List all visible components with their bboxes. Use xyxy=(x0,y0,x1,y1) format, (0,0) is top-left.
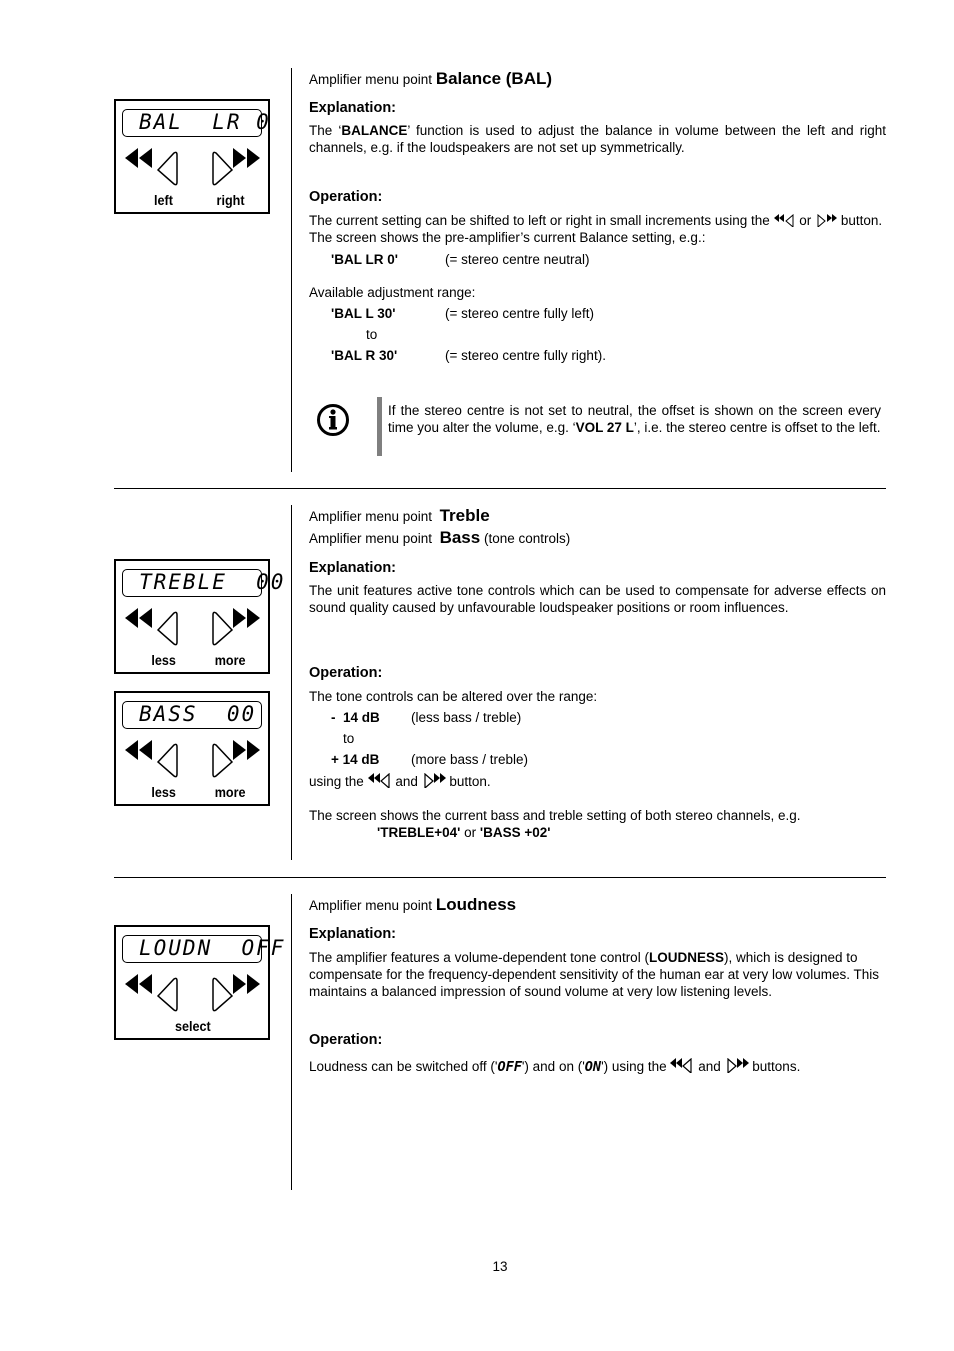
left-right-buttons-icon xyxy=(122,145,262,189)
balance-range-max-desc: (= stereo centre fully right). xyxy=(445,348,606,363)
balance-range-min-desc: (= stereo centre fully left) xyxy=(445,306,594,321)
select-button-label: select xyxy=(174,1018,211,1034)
bass-heading: Amplifier menu point Bass (tone controls) xyxy=(309,528,571,547)
tone-screen-text: The screen shows the current bass and treble setting of both stereo channels, e.g. xyxy=(309,808,801,823)
left-button-label: left xyxy=(154,192,173,208)
tone-min-value: - 14 dB xyxy=(331,710,380,725)
tone-using: using the and button. xyxy=(309,774,491,789)
tone-operation-label: Operation: xyxy=(309,665,383,681)
tone-max-value: + 14 dB xyxy=(331,752,380,767)
select-buttons-icon xyxy=(122,971,262,1015)
rewind-button-icon xyxy=(774,214,796,227)
balance-explanation-label: Explanation: xyxy=(309,100,397,116)
balance-example-desc: (= stereo centre neutral) xyxy=(445,252,590,267)
treble-display-panel xyxy=(114,559,286,674)
balance-lcd: BAL LR 0 xyxy=(122,109,262,137)
loudness-lcd: LOUDN OFF xyxy=(122,935,262,963)
tone-max-desc: (more bass / treble) xyxy=(411,752,529,767)
loudness-operation-label: Operation: xyxy=(309,1032,383,1048)
column-rule-3 xyxy=(291,894,292,1190)
bass-display-panel xyxy=(114,691,270,806)
balance-range-min-code: 'BAL L 30' xyxy=(331,306,396,321)
balance-example-code: 'BAL LR 0' xyxy=(331,252,398,267)
forward-button-icon xyxy=(725,1058,749,1073)
balance-operation: The current setting can be shifted to left or right in small increments using the or button. The screen shows the pre-amplifier’s current Balance setting, e.g.: xyxy=(309,213,883,245)
loudness-display-panel xyxy=(114,925,286,1040)
forward-button-icon xyxy=(422,773,446,788)
section-separator-1 xyxy=(114,488,886,489)
loudness-explanation: The amplifier features a volume-dependent tone control (LOUDNESS), which is designed to compensate for the frequency-dependent sensitivity of the human ear at very low volumes. This maintains a balanced impression of sound volume at very low listening levels. xyxy=(309,950,880,999)
note-bar xyxy=(377,397,382,456)
loudness-heading: Amplifier menu point Loudness xyxy=(309,895,517,914)
more-button-label: more xyxy=(214,652,246,668)
balance-heading: Amplifier menu point Balance (BAL) xyxy=(309,69,553,88)
column-rule-1 xyxy=(291,68,292,472)
page-number: 13 xyxy=(492,1259,508,1274)
balance-note: If the stereo centre is not set to neutral, the offset is shown on the screen every time you alter the volume, e.g. ‘VOL 27 L’, i.e. the stereo centre is offset to the left. xyxy=(388,403,881,435)
tone-explanation: The unit features active tone controls which can be used to compensate for adverse effects on sound quality caused by unfavourable loudspeaker positions or room influences. xyxy=(309,583,886,615)
less-more-buttons-icon xyxy=(122,605,262,649)
balance-range-label: Available adjustment range: xyxy=(309,285,476,300)
bass-lcd: BASS 00 xyxy=(122,701,262,729)
less-button-label: less xyxy=(151,652,176,668)
tone-range-to: to xyxy=(343,731,355,746)
balance-display-panel xyxy=(114,99,270,214)
right-button-label: right xyxy=(216,192,245,208)
tone-example: 'TREBLE+04' or 'BASS +02' xyxy=(377,825,551,840)
balance-explanation: The ‘BALANCE’ function is used to adjust the balance in volume between the left and right channels, e.g. if the loudspeakers are not set up symmetrically. xyxy=(309,123,886,155)
balance-range-to: to xyxy=(366,327,378,342)
treble-lcd: TREBLE 00 xyxy=(122,569,262,597)
tone-min-desc: (less bass / treble) xyxy=(411,710,522,725)
loudness-explanation-label: Explanation: xyxy=(309,926,397,942)
loudness-operation: Loudness can be switched off ('OFF') and on ('ON') using the and buttons. xyxy=(309,1059,801,1075)
rewind-button-icon xyxy=(368,773,392,788)
balance-operation-label: Operation: xyxy=(309,189,383,205)
info-icon xyxy=(316,403,350,437)
column-rule-2 xyxy=(291,505,292,860)
forward-button-icon xyxy=(815,214,837,227)
tone-range-label: The tone controls can be altered over the range: xyxy=(309,689,598,704)
less-button-label: less xyxy=(151,784,176,800)
treble-heading: Amplifier menu point Treble xyxy=(309,506,490,525)
section-separator-2 xyxy=(114,877,886,878)
balance-range-max-code: 'BAL R 30' xyxy=(331,348,398,363)
more-button-label: more xyxy=(214,784,246,800)
rewind-button-icon xyxy=(670,1058,694,1073)
less-more-buttons-icon xyxy=(122,737,262,781)
tone-explanation-label: Explanation: xyxy=(309,560,397,576)
